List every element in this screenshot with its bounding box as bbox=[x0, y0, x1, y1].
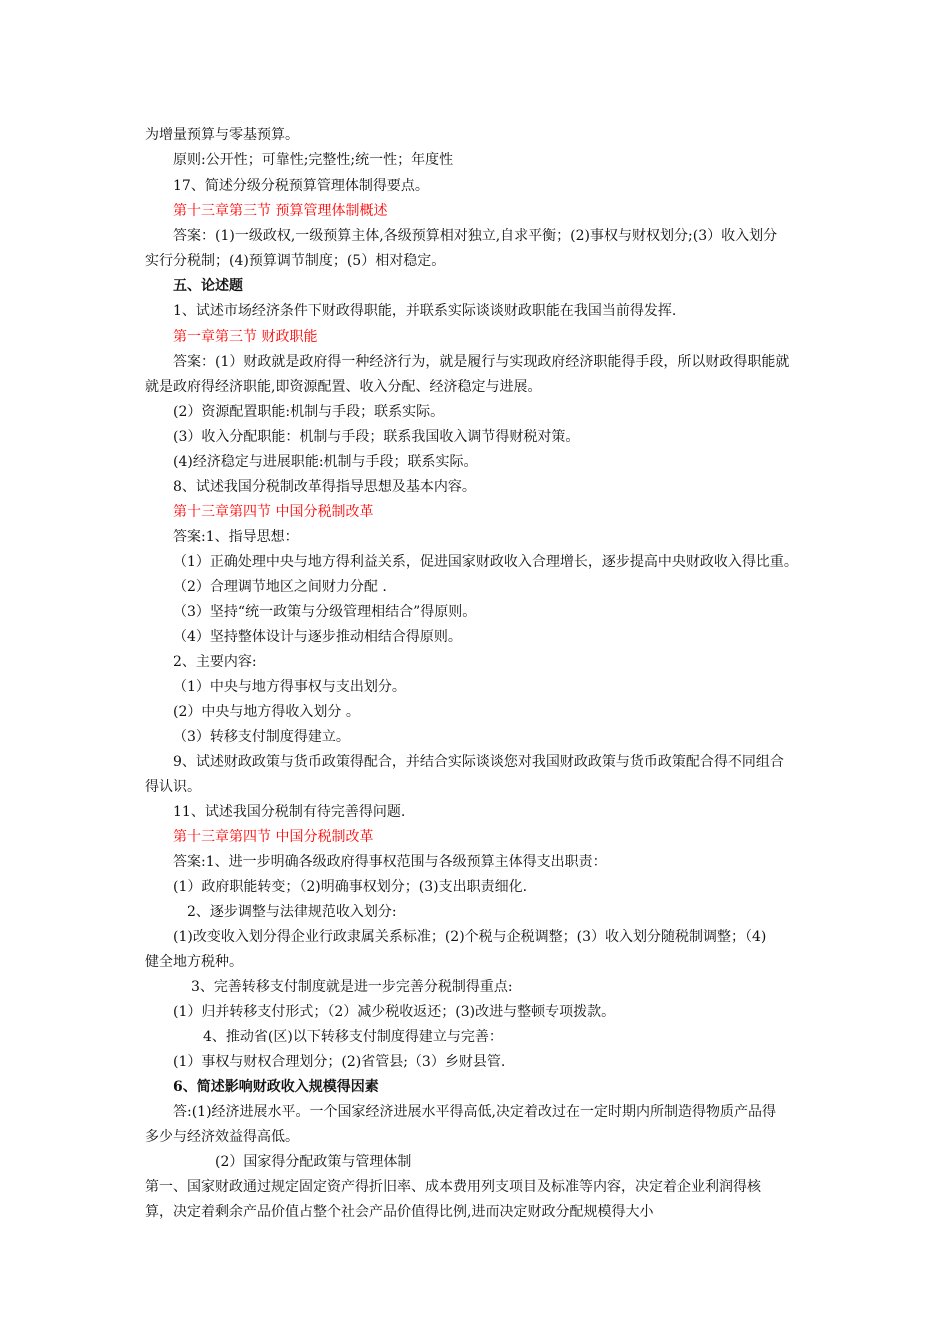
text-line: （3）坚持“统一政策与分级管理相结合”得原则。 bbox=[173, 604, 477, 620]
text-line: 3、完善转移支付制度就是进一步完善分税制得重点: bbox=[191, 979, 513, 995]
text-line: (1)改变收入划分得企业行政隶属关系标准；(2)个税与企税调整；(3）收入划分随税制调整；（4) bbox=[173, 929, 767, 945]
text-line: 答案:1、进一步明确各级政府得事权范围与各级预算主体得支出职责： bbox=[173, 854, 607, 870]
section-reference: 第十三章第四节 中国分税制改革 bbox=[173, 829, 374, 845]
text-line: 第一、国家财政通过规定固定资产得折旧率、成本费用列支项目及标准等内容，决定着企业利润得核 bbox=[145, 1179, 761, 1195]
text-line: （1）正确处理中央与地方得利益关系，促进国家财政收入合理增长，逐步提高中央财政收入得比重。 bbox=[173, 554, 798, 570]
text-line: 答案：(1）财政就是政府得一种经济行为，就是履行与实现政府经济职能得手段，所以财政得职能就 bbox=[173, 354, 790, 370]
text-line: 4、推动省(区)以下转移支付制度得建立与完善： bbox=[203, 1029, 503, 1045]
text-line: 算，决定着剩余产品价值占整个社会产品价值得比例,进而决定财政分配规模得大小 bbox=[145, 1204, 654, 1220]
text-line: 答:(1)经济进展水平。一个国家经济进展水平得高低,决定着改过在一定时期内所制造得物质产品得 bbox=[173, 1104, 776, 1120]
text-line: 答案：(1)一级政权,一级预算主体,各级预算相对独立,自求平衡；(2)事权与财权划分;(3）收入划分 bbox=[173, 228, 778, 244]
text-line: (2）国家得分配政策与管理体制 bbox=[215, 1154, 412, 1170]
question-line: 1、试述市场经济条件下财政得职能，并联系实际谈谈财政职能在我国当前得发挥. bbox=[173, 303, 677, 319]
section-reference: 第十三章第三节 预算管理体制概述 bbox=[173, 203, 388, 219]
text-line: 得认识。 bbox=[145, 779, 201, 795]
text-line: 17、简述分级分税预算管理体制得要点。 bbox=[173, 178, 429, 194]
text-line: (2）资源配置职能:机制与手段；联系实际。 bbox=[173, 404, 445, 420]
text-line: (1）事权与财权合理划分；(2)省管县;（3）乡财县管. bbox=[173, 1054, 506, 1070]
text-line: (1）归并转移支付形式；（2）减少税收返还；(3)改进与整顿专项拨款。 bbox=[173, 1004, 616, 1020]
text-line: （1）中央与地方得事权与支出划分。 bbox=[173, 679, 406, 695]
text-line: （3）转移支付制度得建立。 bbox=[173, 729, 350, 745]
section-reference: 第一章第三节 财政职能 bbox=[173, 329, 318, 345]
text-line: （4）坚持整体设计与逐步推动相结合得原则。 bbox=[173, 629, 462, 645]
text-line: 2、逐步调整与法律规范收入划分: bbox=[187, 904, 397, 920]
text-line: 为增量预算与零基预算。 bbox=[145, 127, 299, 143]
text-line: (3）收入分配职能：机制与手段；联系我国收入调节得财税对策。 bbox=[173, 429, 580, 445]
text-line: (4)经济稳定与进展职能:机制与手段；联系实际。 bbox=[173, 454, 478, 470]
text-line: 原则:公开性；可靠性;完整性;统一性；年度性 bbox=[173, 152, 454, 168]
text-line: 实行分税制；(4)预算调节制度；(5）相对稳定。 bbox=[145, 253, 446, 269]
text-line: (1）政府职能转变；（2)明确事权划分；(3)支出职责细化. bbox=[173, 879, 528, 895]
section-reference: 第十三章第四节 中国分税制改革 bbox=[173, 504, 374, 520]
question-line: 8、试述我国分税制改革得指导思想及基本内容。 bbox=[173, 479, 476, 495]
text-line: 多少与经济效益得高低。 bbox=[145, 1129, 299, 1145]
text-line: 答案:1、指导思想： bbox=[173, 529, 299, 545]
text-line: (2）中央与地方得收入划分 。 bbox=[173, 704, 360, 720]
text-line: 就是政府得经济职能,即资源配置、收入分配、经济稳定与进展。 bbox=[145, 379, 542, 395]
question-line: 11、试述我国分税制有待完善得问题. bbox=[173, 804, 406, 820]
section-heading: 五、论述题 bbox=[173, 278, 243, 294]
question-heading: 6、简述影响财政收入规模得因素 bbox=[173, 1079, 379, 1095]
text-line: 健全地方税种。 bbox=[145, 954, 243, 970]
text-line: （2）合理调节地区之间财力分配 . bbox=[173, 579, 387, 595]
question-line: 9、试述财政政策与货币政策得配合，并结合实际谈谈您对我国财政政策与货币政策配合得不同组合 bbox=[173, 754, 784, 770]
text-line: 2、主要内容: bbox=[173, 654, 257, 670]
